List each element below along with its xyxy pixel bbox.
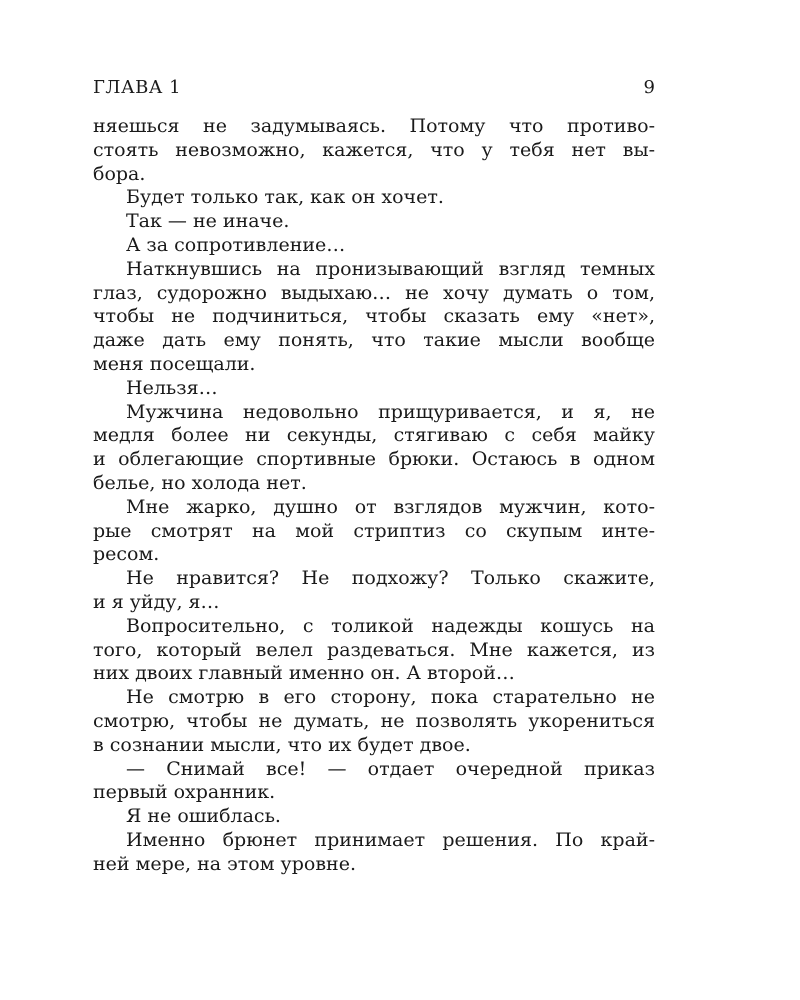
text-line: Не смотрю в его сторону, пока старательно не bbox=[126, 686, 655, 709]
text-line: Так — не иначе. bbox=[126, 210, 290, 233]
text-line: Будет только так, как он хочет. bbox=[126, 186, 444, 209]
text-line: в сознании мысли, что их будет двое. bbox=[93, 733, 471, 756]
chapter-title: ГЛАВА 1 bbox=[93, 77, 182, 98]
text-line: и облегающие спортивные брюки. Остаюсь в одном bbox=[93, 448, 655, 471]
text-line: того, который велел раздеваться. Мне кажется, из bbox=[93, 638, 655, 661]
text-line: бора. bbox=[93, 162, 146, 185]
text-line: рые смотрят на мой стриптиз со скупым инте- bbox=[93, 519, 655, 542]
text-line: них двоих главный именно он. А второй… bbox=[93, 662, 515, 685]
text-line: А за сопротивление… bbox=[126, 233, 346, 256]
page-number: 9 bbox=[643, 77, 655, 98]
text-line: первый охранник. bbox=[93, 781, 276, 804]
text-line: глаз, судорожно выдыхаю… не хочу думать о том, bbox=[93, 281, 655, 304]
text-line: Я не ошиблась. bbox=[126, 805, 281, 828]
text-line: ресом. bbox=[93, 543, 160, 566]
text-line: Нельзя… bbox=[126, 376, 218, 399]
page-body bbox=[93, 115, 655, 877]
text-line: стоять невозможно, кажется, что у тебя нет вы- bbox=[93, 138, 655, 161]
text-line: Не нравится? Не подхожу? Только скажите, bbox=[126, 567, 655, 590]
running-head bbox=[93, 76, 655, 100]
text-line: меня посещали. bbox=[93, 352, 256, 375]
text-line: смотрю, чтобы не думать, не позволять укорениться bbox=[93, 709, 655, 732]
text-line: Мужчина недовольно прищуривается, и я, не bbox=[126, 400, 655, 423]
text-line: медля более ни секунды, стягиваю с себя майку bbox=[93, 424, 655, 447]
text-line: Наткнувшись на пронизывающий взгляд темных bbox=[126, 257, 655, 280]
text-line: даже дать ему понять, что такие мысли вообще bbox=[93, 329, 655, 352]
text-line: Мне жарко, душно от взглядов мужчин, кото- bbox=[126, 495, 655, 518]
text-line: ней мере, на этом уровне. bbox=[93, 852, 356, 875]
text-line: — Снимай все! — отдает очередной приказ bbox=[126, 757, 655, 780]
text-line: няешься не задумываясь. Потому что противо- bbox=[93, 115, 655, 137]
text-line: белье, но холода нет. bbox=[93, 471, 307, 494]
text-line: чтобы не подчиниться, чтобы сказать ему «нет», bbox=[93, 305, 655, 328]
text-line: Именно брюнет принимает решения. По край- bbox=[126, 828, 655, 851]
text-line: и я уйду, я… bbox=[93, 590, 220, 613]
text-line: Вопросительно, с толикой надежды кошусь на bbox=[126, 614, 655, 637]
